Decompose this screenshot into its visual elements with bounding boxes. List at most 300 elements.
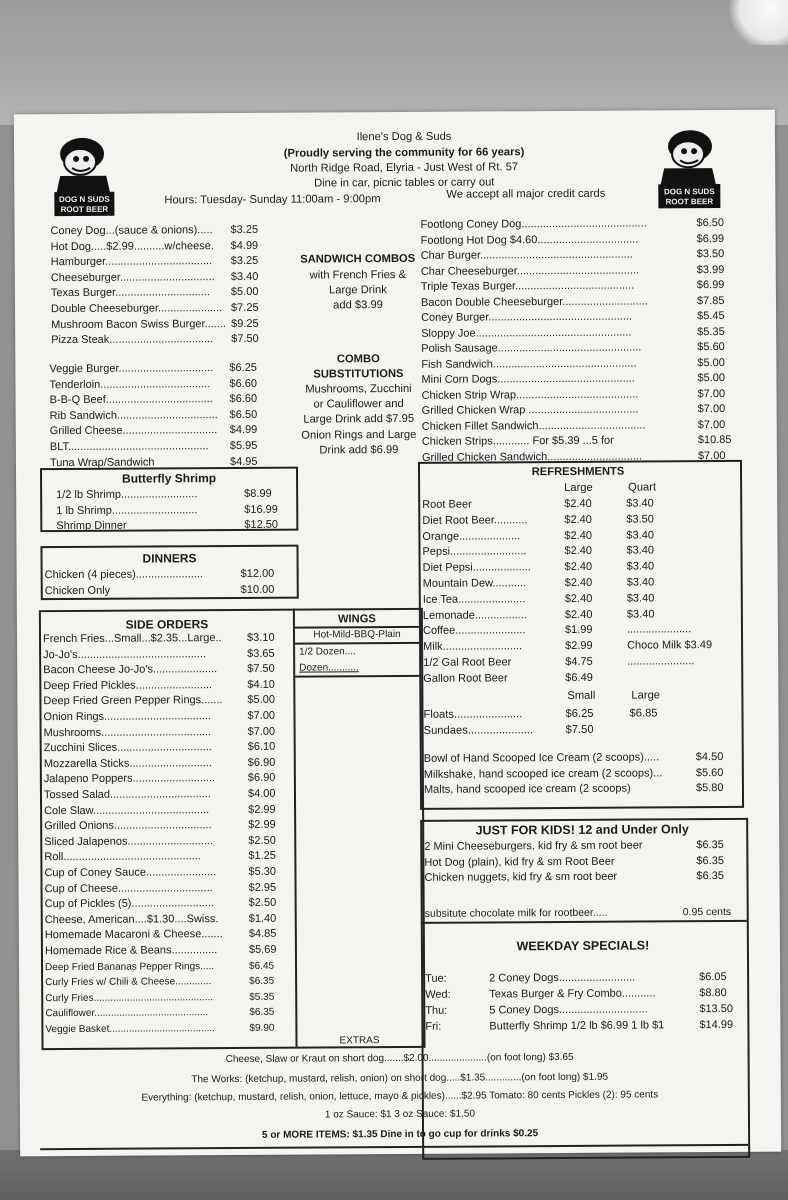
- item-price: $6.35: [696, 870, 725, 883]
- item-price: $5.45: [697, 309, 725, 323]
- side-order-item: [45, 896, 293, 913]
- item-price: $4.99: [230, 239, 259, 252]
- item-name: Cole Slaw......................................: [44, 803, 210, 817]
- item-price: $4.00: [247, 787, 276, 800]
- item-name: Onion Rings...................................: [43, 710, 212, 724]
- drink-quart-price: $3.40: [626, 497, 654, 510]
- item-price: $4.99: [229, 424, 258, 437]
- item-name: Chicken nuggets, kid fry & sm root beer: [424, 870, 618, 885]
- item-name: Bacon Cheese Jo-Jo's.....................: [43, 663, 218, 677]
- logo-right-icon: [654, 124, 723, 212]
- item-price: $7.00: [697, 387, 726, 400]
- col-quart: Quart: [628, 481, 657, 494]
- shrimp-list: [56, 487, 286, 533]
- credit-cards: We accept all major credit cards: [446, 187, 606, 201]
- item-name: Jo-Jo's..........................................: [43, 647, 207, 661]
- item-price: $5.35: [697, 325, 725, 338]
- drink-name: Root Beer: [422, 498, 472, 511]
- item-name: Rib Sandwich.................................: [49, 408, 218, 422]
- drink-quart-price: $3.40: [626, 608, 655, 621]
- item-price: $3.40: [230, 270, 259, 283]
- item-name: Deep Fried Pickles.........................: [43, 678, 213, 692]
- ice-cream-item: [424, 766, 732, 783]
- item-name: Cup of Cheese...............................: [44, 881, 213, 895]
- drink-large-price: $2.99: [565, 639, 593, 653]
- item-price: $7.00: [697, 402, 726, 416]
- menu-sheet: [14, 110, 781, 1157]
- refreshments-title: REFRESHMENTS: [531, 465, 625, 479]
- sundaes-small: $7.50: [565, 723, 594, 736]
- item-name: Deep Fried Green Pepper Rings.......: [43, 694, 223, 708]
- dining-options: Dine in car, picnic tables or carry out: [314, 176, 495, 190]
- logo-left-text-top: DOG N SUDS: [58, 194, 110, 205]
- menu-item: [51, 285, 291, 302]
- item-name: Coney Burger...............................................: [421, 310, 633, 324]
- drink-large-price: $2.40: [564, 545, 593, 558]
- side-order-item: [44, 771, 292, 788]
- item-name: Double Cheeseburger.....................: [50, 302, 223, 316]
- item-name: Veggie Basket......................................: [45, 1023, 215, 1036]
- drink-large-price: $2.40: [564, 560, 593, 574]
- drink-quart-price: $3.40: [626, 544, 655, 557]
- item-name: Chicken Only: [44, 584, 111, 597]
- item-price: $5.35: [249, 991, 275, 1003]
- extras-line-1: Cheese, Slaw or Kraut on short dog.......$2.00.....................(on foot long) $3.65: [225, 1051, 574, 1066]
- tagline: (Proudly serving the community for 66 years): [283, 146, 525, 160]
- drink-large-price: $2.40: [564, 592, 593, 605]
- item-name: Jalapeno Poppers...........................: [43, 772, 216, 786]
- item-name: Char Burger..................................................: [420, 248, 633, 262]
- item-name: 1/2 lb Shrimp.........................: [56, 488, 198, 502]
- drink-large-price: $2.40: [564, 576, 593, 589]
- side-order-item: [44, 755, 292, 772]
- item-name: Hot Dog (plain), kid fry & sm Root Beer: [424, 855, 615, 869]
- item-name: Chicken Strip Wrap........................................: [421, 388, 639, 402]
- special-price: $8.80: [699, 986, 727, 1000]
- subs-line-2: or Cauliflower and: [313, 397, 404, 411]
- item-name: Bowl of Hand Scooped Ice Cream (2 scoops).....: [423, 751, 660, 765]
- side-order-item: [45, 974, 293, 991]
- drink-large-price: $6.49: [565, 671, 593, 684]
- special-item: [425, 986, 739, 1004]
- item-name: Coney Dog...(sauce & onions).....: [50, 224, 213, 238]
- drink-large-price: $1.99: [564, 624, 593, 637]
- item-name: 2 Mini Cheeseburgers, kid fry & sm root beer: [424, 839, 643, 853]
- item-name: Curly Fries w/ Chili & Cheese.............: [45, 976, 212, 989]
- item-name: Mozzarella Sticks...........................: [43, 756, 212, 770]
- wings-dozen: Dozen...........: [299, 662, 359, 674]
- side-order-item: [45, 1021, 293, 1038]
- item-price: $7.50: [247, 662, 275, 676]
- extras-line-3: Everything: (ketchup, mustard, relish, onion, lettuce, mayo & pickles)......$2.95 Tomato: 80 cents Pickles (2): 95 cents: [141, 1089, 659, 1104]
- special-name: Texas Burger & Fry Combo...........: [489, 987, 656, 1001]
- special-name: 5 Coney Dogs.............................: [489, 1003, 648, 1017]
- side-order-item: [43, 631, 291, 648]
- drink-name: Gallon Root Beer: [423, 672, 508, 685]
- kids-substitute: subsitute chocolate milk for rootbeer.....: [424, 906, 608, 920]
- item-price: $8.99: [244, 487, 272, 500]
- drink-large-price: $2.40: [564, 497, 592, 510]
- logo-right-text-bottom: ROOT BEER: [665, 197, 714, 207]
- logo-left-icon: [50, 132, 119, 220]
- item-price: $7.00: [247, 725, 276, 738]
- kids-item: [424, 854, 736, 871]
- drink-item: [423, 591, 733, 608]
- drink-item: [423, 607, 733, 624]
- combos-title: SANDWICH COMBOS: [300, 252, 416, 266]
- drink-item: [423, 622, 733, 639]
- combos-line-2: Large Drink: [328, 284, 387, 297]
- item-name: Homemade Macaroni & Cheese.......: [44, 928, 223, 942]
- drink-quart-price: $3.40: [626, 576, 655, 589]
- side-order-item: [44, 802, 292, 819]
- item-name: Cheeseburger...............................: [50, 270, 215, 284]
- side-order-item: [43, 662, 291, 679]
- menu-item: [51, 269, 291, 286]
- drink-name: 1/2 Gal Root Beer: [423, 656, 512, 669]
- shrimp-item: [56, 502, 286, 519]
- item-name: Cup of Coney Sauce.......................: [44, 866, 217, 880]
- item-price: $1.25: [248, 850, 276, 863]
- special-day: Fri:: [425, 1020, 442, 1033]
- item-name: Texas Burger...............................: [50, 286, 210, 300]
- special-item: [425, 1002, 739, 1020]
- item-price: $6.50: [229, 408, 258, 421]
- sandwich-list: [50, 223, 290, 347]
- item-name: Sloppy Joe...................................................: [421, 326, 632, 340]
- item-name: Malts, hand scooped ice cream (2 scoops): [423, 782, 631, 797]
- menu-item: [51, 332, 291, 349]
- menu-item: [50, 407, 290, 424]
- dinners-list: [44, 567, 295, 597]
- item-price: $7.00: [247, 709, 276, 722]
- drink-name: Ice Tea......................: [422, 593, 526, 606]
- kids-substitute-price: 0.95 cents: [682, 905, 732, 919]
- item-name: Grilled Onions................................: [44, 819, 212, 833]
- item-name: Cheese, American....$1.30....Swiss.: [44, 912, 219, 926]
- item-price: $5.60: [695, 766, 724, 779]
- subs-line-4: Onion Rings and Large: [301, 428, 417, 442]
- drink-quart-price: .....................: [626, 623, 692, 636]
- item-price: $12.00: [240, 567, 275, 580]
- logo-right-text-top: DOG N SUDS: [663, 187, 715, 197]
- item-price: $2.95: [248, 881, 277, 894]
- shrimp-item: [56, 487, 286, 504]
- extras-line-4: 1 oz Sauce: $1 3 oz Sauce: $1.50: [324, 1108, 476, 1121]
- side-order-item: [44, 818, 292, 835]
- item-name: Mushrooms....................................: [43, 725, 212, 739]
- item-price: $5.30: [248, 865, 277, 878]
- item-name: Footlong Coney Dog.........................................: [420, 217, 647, 231]
- floats-name: Floats......................: [423, 708, 523, 721]
- drink-item: [422, 543, 732, 560]
- wings-half-dozen: 1/2 Dozen....: [299, 646, 356, 658]
- item-name: Cup of Pickles (5)...........................: [44, 897, 215, 911]
- item-price: $7.85: [696, 294, 725, 307]
- item-price: $16.99: [244, 503, 278, 516]
- side-order-item: [44, 740, 292, 757]
- item-price: $6.60: [229, 377, 258, 390]
- item-name: Chicken Fillet Sandwich...................................: [421, 418, 646, 433]
- shrimp-title: Butterfly Shrimp: [121, 471, 217, 486]
- side-order-item: [44, 833, 292, 850]
- drink-quart-price: $3.40: [626, 560, 655, 573]
- menu-item: [50, 439, 290, 456]
- item-price: $6.10: [247, 740, 276, 754]
- item-price: $6.90: [247, 756, 276, 769]
- item-price: $7.50: [231, 333, 259, 346]
- subs-line-1: Mushrooms, Zucchini: [305, 382, 412, 396]
- item-price: $5.00: [697, 356, 725, 369]
- item-price: $4.50: [695, 751, 724, 764]
- item-price: $5.00: [697, 371, 726, 385]
- side-orders-title: SIDE ORDERS: [125, 617, 209, 632]
- col-small: Small: [567, 689, 596, 702]
- drink-quart-price: $3.50: [626, 513, 654, 526]
- item-price: $2.50: [248, 834, 276, 847]
- wings-title: WINGS: [337, 613, 376, 626]
- item-price: $5.60: [697, 340, 725, 354]
- item-price: $6.35: [249, 975, 275, 988]
- kids-title: JUST FOR KIDS! 12 and Under Only: [475, 822, 689, 838]
- item-price: $5.00: [247, 694, 275, 707]
- item-price: $6.99: [696, 232, 725, 245]
- item-name: Hamburger...................................: [50, 255, 213, 269]
- item-price: $6.35: [696, 854, 724, 867]
- drink-large-price: $2.40: [564, 608, 593, 621]
- drink-name: Diet Pepsi...................: [422, 561, 531, 575]
- drink-item: [423, 559, 733, 576]
- drink-item: [423, 654, 733, 671]
- floats-large: $6.85: [629, 707, 658, 720]
- logo-left-text-bottom: ROOT BEER: [60, 204, 109, 215]
- item-name: Hot Dog.....$2.99..........w/cheese.: [50, 239, 214, 253]
- item-price: $3.25: [230, 255, 259, 268]
- menu-item: [51, 301, 291, 318]
- item-price: $5.95: [229, 439, 258, 453]
- item-name: Chicken (4 pieces)......................: [44, 568, 204, 582]
- item-price: $2.99: [248, 818, 276, 832]
- item-name: Veggie Burger...............................: [49, 362, 214, 376]
- item-name: Triple Texas Burger.......................................: [420, 279, 635, 293]
- item-name: Bacon Double Cheeseburger............................: [420, 294, 648, 309]
- ice-cream-item: [424, 781, 732, 798]
- item-name: Zucchini Slices...............................: [43, 741, 212, 755]
- side-order-item: [43, 646, 291, 663]
- item-name: Fish Sandwich...............................................: [421, 357, 637, 371]
- drink-quart-price: $3.40: [626, 592, 655, 605]
- item-name: Chicken Strips............ For $5.39 ...5 for: [421, 434, 614, 448]
- specials-title: WEEKDAY SPECIALS!: [516, 938, 650, 954]
- item-price: $3.10: [246, 631, 275, 644]
- item-name: French Fries...Small...$2.35...Large..: [42, 632, 222, 646]
- item-price: $6.99: [696, 278, 725, 292]
- sundaes-name: Sundaes.....................: [423, 724, 534, 737]
- special-price: $13.50: [699, 1002, 733, 1016]
- side-order-item: [45, 1005, 293, 1022]
- shrimp-box: [40, 467, 298, 533]
- item-price: $6.50: [696, 216, 725, 230]
- special-item: [425, 970, 739, 988]
- item-price: $6.60: [229, 393, 258, 406]
- drink-large-price: $2.40: [564, 529, 592, 542]
- restaurant-name: Ilene's Dog & Suds: [356, 130, 452, 144]
- item-name: Footlong Hot Dog $4.60.................................: [420, 233, 639, 247]
- item-price: $6.35: [696, 839, 724, 852]
- item-price: $10.85: [697, 433, 732, 447]
- address: North Ridge Road, Elyria - Just West of Rt. 57: [290, 161, 519, 175]
- item-price: $3.65: [247, 647, 275, 660]
- drink-item: [423, 575, 733, 592]
- item-price: $5.69: [248, 943, 277, 956]
- special-day: Tue:: [425, 972, 447, 985]
- side-order-item: [44, 865, 292, 882]
- drink-item: [422, 496, 732, 513]
- dinner-item: [45, 582, 295, 599]
- drink-name: Lemonade.................: [422, 608, 527, 622]
- item-price: $2.99: [248, 803, 276, 816]
- menu-item: [50, 392, 290, 409]
- item-price: $4.95: [229, 455, 258, 468]
- subs-title-1: COMBO: [336, 353, 380, 366]
- item-name: Grilled Cheese...............................: [49, 424, 218, 438]
- item-name: Curly Fries...........................................: [45, 991, 214, 1004]
- item-price: $6.45: [248, 960, 275, 972]
- specialty-sandwich-list: [49, 361, 289, 469]
- drink-name: Milk..........................: [423, 640, 523, 654]
- menu-item: [50, 223, 290, 240]
- item-name: Grilled Chicken Wrap ....................................: [421, 403, 639, 417]
- col-large: Large: [564, 481, 593, 494]
- item-name: 1 lb Shrimp............................: [56, 503, 198, 517]
- item-price: $12.50: [244, 518, 279, 532]
- wings-flavors: Hot-Mild-BBQ-Plain: [313, 628, 401, 641]
- special-day: Wed:: [425, 988, 451, 1001]
- item-price: $3.99: [696, 263, 725, 276]
- menu-item: [49, 376, 289, 393]
- item-price: $9.90: [249, 1022, 275, 1034]
- dinners-box: [40, 545, 298, 601]
- drink-name: Mountain Dew...........: [422, 577, 527, 590]
- item-price: $6.25: [229, 361, 257, 375]
- item-name: Sliced Jalapenos............................: [44, 834, 214, 848]
- item-name: Homemade Rice & Beans...............: [44, 944, 218, 958]
- side-order-item: [45, 943, 293, 960]
- side-order-item: [45, 911, 293, 928]
- item-name: Deep Fried Bananas Pepper Rings.....: [45, 960, 215, 973]
- special-name: Butterfly Shrimp 1/2 lb $6.99 1 lb $1: [489, 1019, 665, 1033]
- menu-item: [51, 254, 291, 271]
- menu-item: [50, 423, 290, 440]
- shrimp-item: [56, 518, 286, 535]
- subs-line-3: Large Drink add $7.95: [303, 412, 415, 426]
- item-price: $6.90: [247, 772, 276, 785]
- side-order-item: [43, 677, 291, 694]
- item-name: Pizza Steak..................................: [51, 333, 214, 347]
- item-price: $4.85: [248, 928, 277, 941]
- item-price: $7.00: [697, 449, 726, 462]
- drink-name: Diet Root Beer...........: [422, 514, 528, 527]
- extras-title: EXTRAS: [339, 1035, 380, 1047]
- side-order-item: [45, 880, 293, 897]
- side-order-item: [44, 787, 292, 804]
- drink-name: Pepsi.........................: [422, 545, 527, 559]
- background-highlight: [728, 0, 788, 45]
- item-price: $5.00: [230, 286, 259, 299]
- item-price: $3.50: [696, 247, 725, 261]
- special-price: $14.99: [699, 1018, 734, 1032]
- side-order-item: [43, 693, 291, 710]
- drink-large-price: $4.75: [565, 655, 593, 668]
- item-name: B-B-Q Beef...................................: [49, 393, 213, 407]
- special-price: $6.05: [699, 970, 727, 984]
- drink-name: Orange....................: [422, 529, 521, 543]
- item-price: $10.00: [240, 583, 275, 596]
- item-name: Tuna Wrap/Sandwich: [49, 456, 155, 469]
- side-order-item: [44, 849, 292, 866]
- item-price: $9.25: [231, 317, 259, 330]
- item-name: BLT..............................................: [49, 440, 209, 454]
- extras-line-2: The Works: (ketchup, mustard, relish, onion) on short dog.....$1.35.............(on foot long) $1.95: [191, 1071, 609, 1086]
- footlong-list: [420, 216, 740, 464]
- special-day: Thu:: [425, 1004, 448, 1017]
- dinners-title: DINNERS: [142, 551, 197, 566]
- drink-large-price: $2.40: [564, 513, 592, 526]
- item-name: Polish Sausage...............................................: [421, 341, 642, 355]
- side-order-item: [45, 927, 293, 944]
- item-name: Grilled Chicken Sandwich...............................: [421, 450, 643, 464]
- counter-surface: [0, 0, 788, 125]
- drink-quart-price: $3.40: [626, 529, 654, 542]
- special-item: [425, 1018, 739, 1036]
- drink-item: [423, 670, 733, 687]
- floats-small: $6.25: [565, 707, 594, 720]
- drink-quart-price: ......................: [627, 655, 695, 668]
- item-name: Tenderloin....................................: [49, 377, 211, 391]
- hours: Hours: Tuesday- Sunday 11:00am - 9:00pm: [164, 193, 381, 207]
- kids-item: [424, 838, 736, 855]
- item-price: $7.25: [230, 301, 259, 315]
- special-name: 2 Coney Dogs.........................: [489, 971, 636, 985]
- item-price: $3.25: [230, 223, 259, 237]
- item-name: Char Cheeseburger........................................: [420, 264, 640, 278]
- col-large-2: Large: [631, 689, 661, 702]
- side-order-item: [45, 989, 293, 1006]
- subs-title-2: SUBSTITUTIONS: [313, 367, 404, 381]
- combos-line-3: add $3.99: [333, 299, 383, 312]
- menu-item: [51, 238, 291, 255]
- side-order-item: [44, 724, 292, 741]
- drink-name: Coffee.......................: [422, 624, 526, 638]
- item-price: $6.35: [249, 1007, 275, 1019]
- ice-cream-item: [424, 750, 732, 767]
- item-name: Cauliflower.........................................: [45, 1007, 209, 1020]
- item-price: $2.50: [248, 896, 277, 910]
- menu-item: [51, 316, 291, 333]
- item-name: Mushroom Bacon Swiss Burger.......: [51, 317, 227, 331]
- item-name: Milkshake, hand scooped ice cream (2 scoops)...: [423, 766, 663, 781]
- item-name: Roll.............................................: [44, 850, 201, 864]
- drink-item: [422, 512, 732, 529]
- item-name: Shrimp Dinner: [56, 519, 127, 533]
- item-name: Tossed Salad.................................: [43, 788, 211, 802]
- side-order-item: [43, 709, 291, 726]
- kids-item: [424, 869, 736, 886]
- drink-quart-price: Choco Milk $3.49: [627, 639, 713, 652]
- item-price: $1.40: [248, 912, 277, 925]
- extras-footer: 5 or MORE ITEMS: $1.35 Dine in to go cup for drinks $0.25: [261, 1128, 539, 1141]
- combos-line-1: with French Fries &: [309, 268, 407, 282]
